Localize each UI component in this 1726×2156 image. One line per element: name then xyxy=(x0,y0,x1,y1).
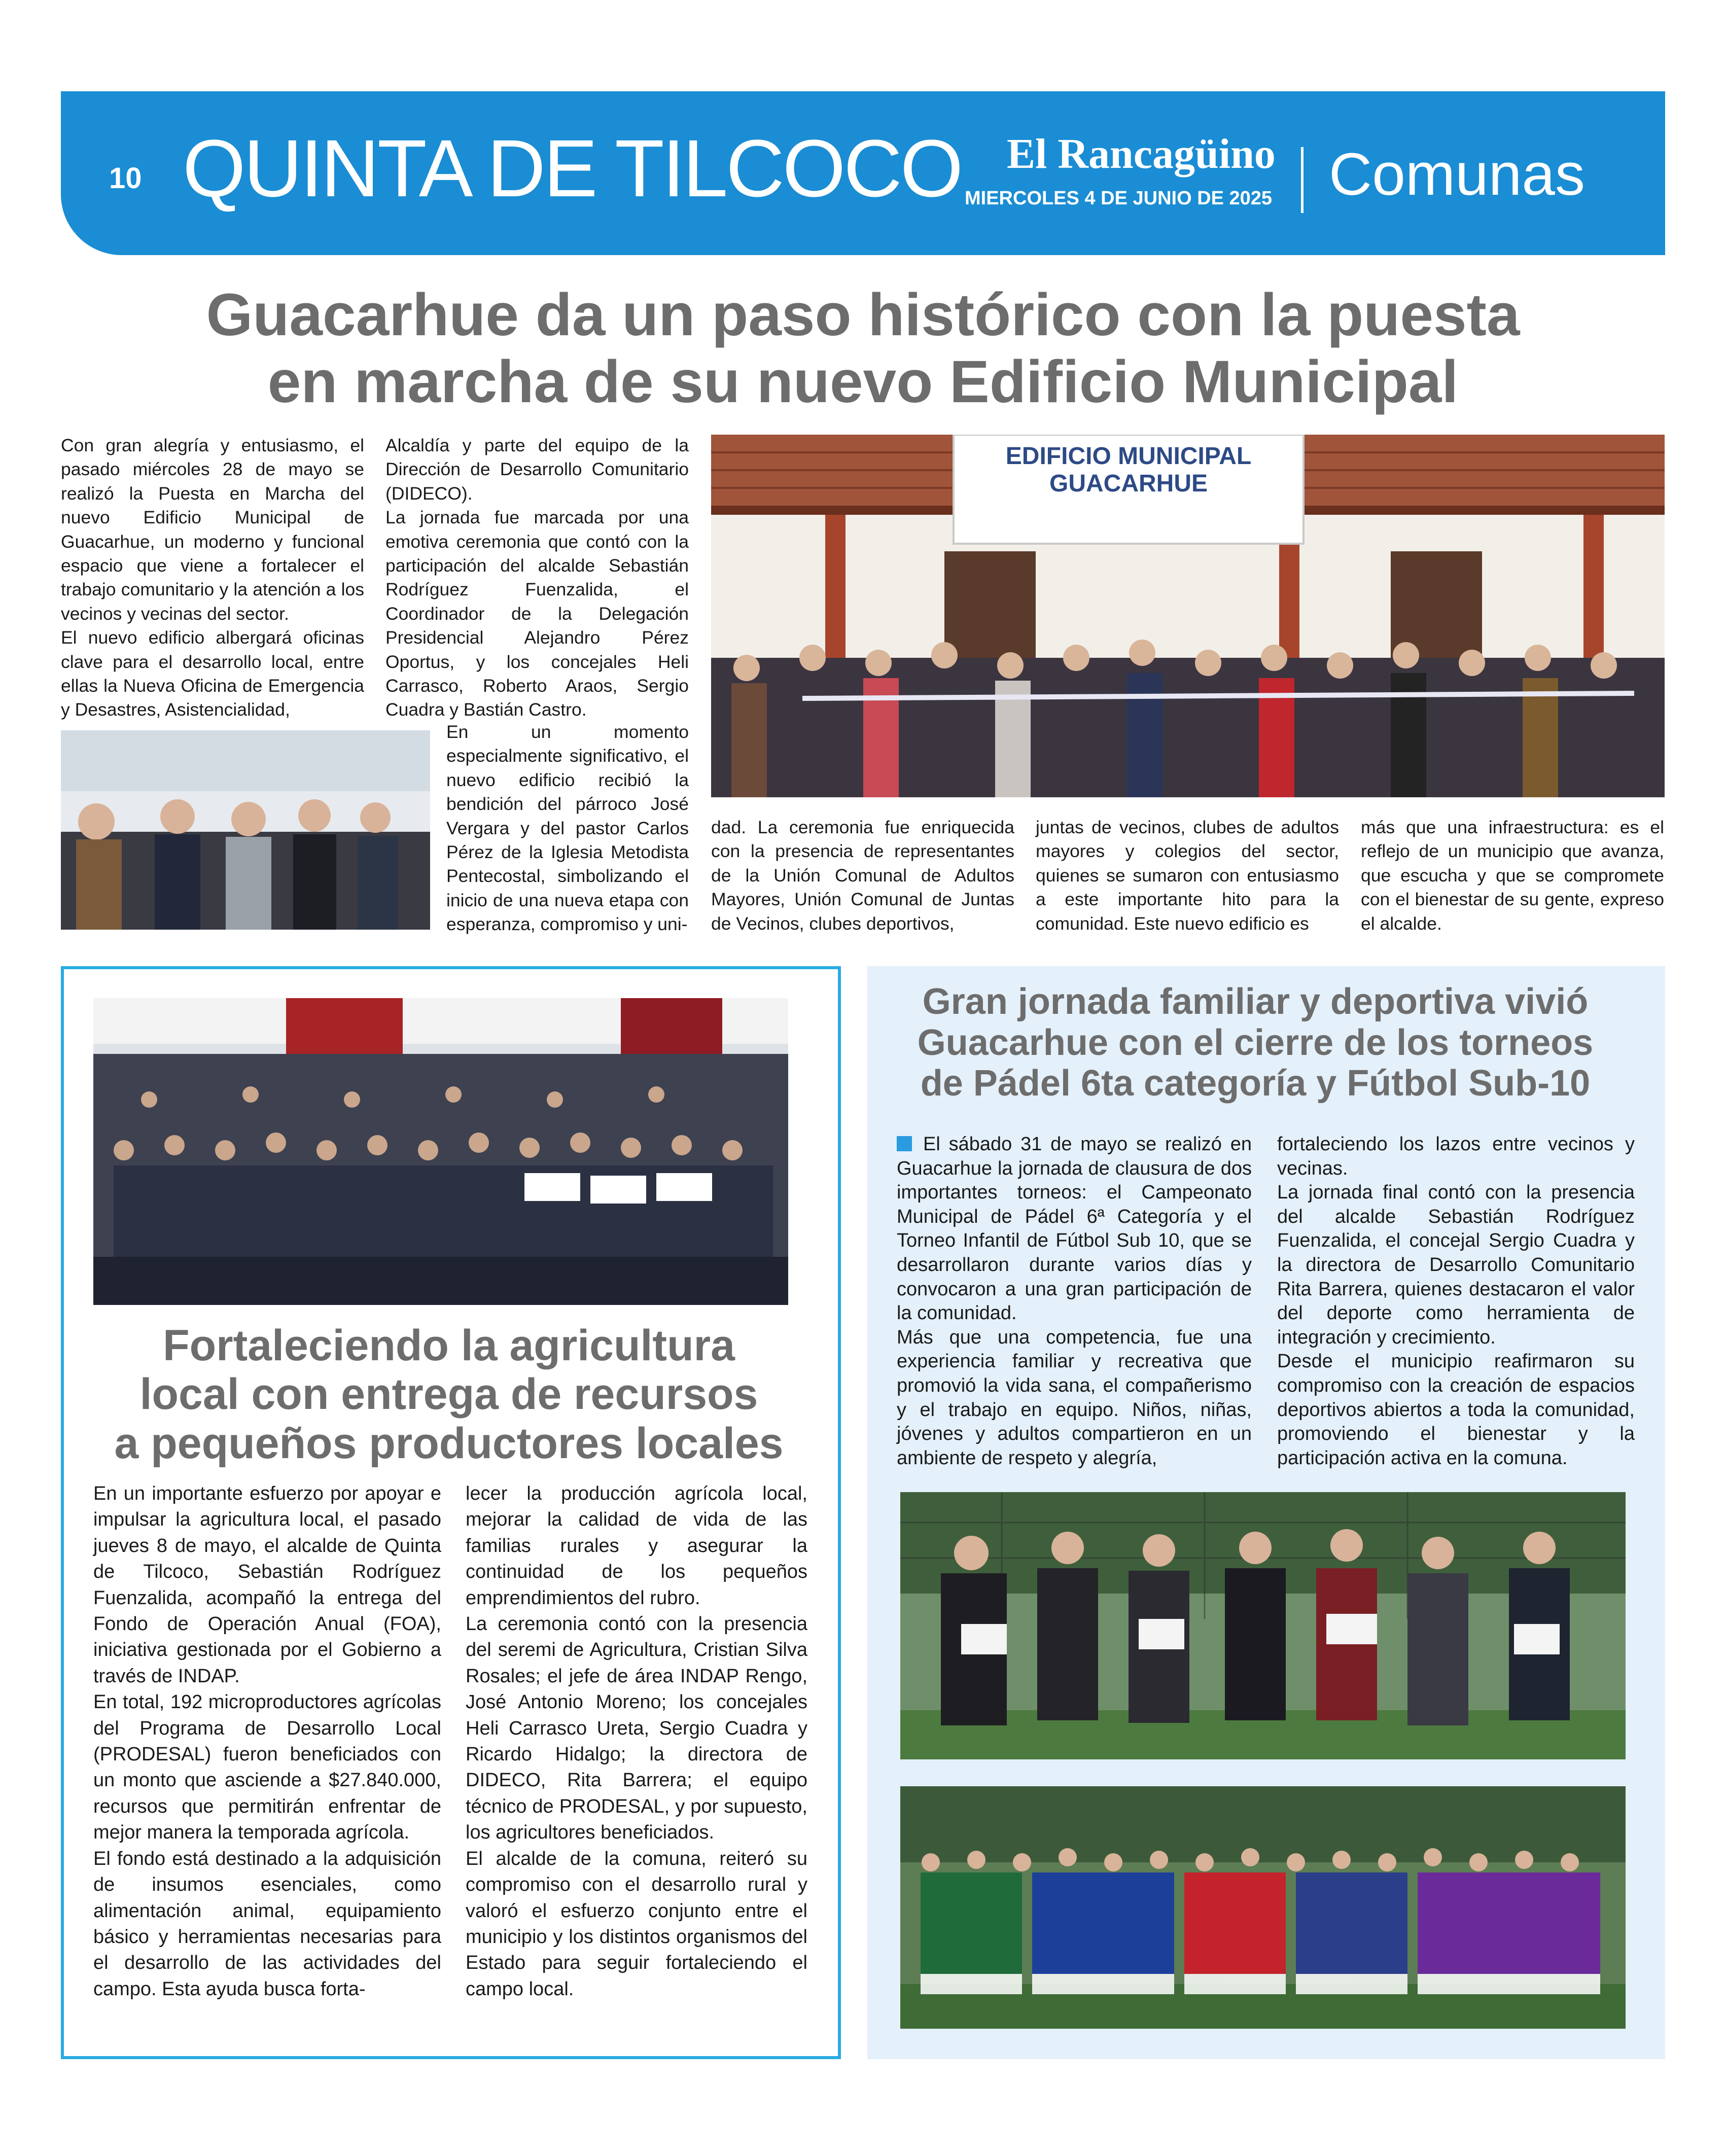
article-column xyxy=(93,1481,441,2002)
sign-text: GUACARHUE xyxy=(1049,470,1208,497)
paragraph: lecer la producción agrícola local, mejorar la calidad de vida de las familias rurales y asegurar la continuidad de los pequeños emprendimientos del rubro. xyxy=(466,1483,807,1609)
headline-line: Fortaleciendo la agricultura xyxy=(163,1321,735,1370)
paragraph: El sábado 31 de mayo se realizó en Guacarhue la jornada de clausura de dos importantes torneos: el Campeonato Municipal de Pádel 6ª Categoría y el Torneo Infantil de Fútbol Sub 10, que se desarrollaron durante varios días y convocaron a una gran participación de la comunidad. xyxy=(897,1134,1252,1324)
sign-text: EDIFICIO MUNICIPAL xyxy=(1005,443,1252,470)
article-headline xyxy=(870,981,1641,1104)
article-column xyxy=(1361,816,1664,936)
article-column xyxy=(897,1133,1252,1470)
paragraph: El nuevo edificio albergará oficinas clave para el desarrollo local, entre ellas la Nueva Oficina de Emergencia y Desastres, Asistencialidad, xyxy=(61,627,364,720)
header-divider xyxy=(1301,147,1304,213)
paragraph: Alcaldía y parte del equipo de la Dirección de Desarrollo Comunitario (DIDECO). xyxy=(385,435,689,504)
padel-winners-photo xyxy=(900,1492,1626,1759)
article-column xyxy=(446,720,689,937)
paragraph: El fondo está destinado a la adquisición de insumos esenciales, como alimentación animal, equipamiento básico y herramientas necesarias para el desarrollo de las actividades del campo. Esta ayuda busca forta- xyxy=(93,1848,441,2000)
paragraph: En total, 192 microproductores agrícolas del Programa de Desarrollo Local (PRODESAL) fueron beneficiados con un monto que asciende a $27.840.000, recursos que permitirán enfrentar de mejor manera la temporada agrícola. xyxy=(93,1691,441,1844)
section-title: QUINTA DE TILCOCO xyxy=(183,123,962,214)
paragraph: juntas de vecinos, clubes de adultos mayores y colegios del sector, quienes se sumaron con entusiasmo a este importante hito para la comunidad. Este nuevo edificio es xyxy=(1036,817,1339,934)
headline-line: local con entrega de recursos xyxy=(139,1370,758,1419)
headline-line: Guacarhue da un paso histórico con la puesta xyxy=(206,281,1520,348)
headline-line: de Pádel 6ta categoría y Fútbol Sub-10 xyxy=(920,1063,1591,1104)
headline-line: en marcha de su nuevo Edificio Municipal xyxy=(267,348,1459,416)
paragraph: El alcalde de la comuna, reiteró su compromiso con el desarrollo rural y valoró el esfuerzo conjunto entre el municipio y los distintos organismos del Estado para seguir fortaleciendo el campo local. xyxy=(466,1848,807,2000)
paragraph: La jornada final contó con la presencia del alcalde Sebastián Rodríguez Fuenzalida, el concejal Sergio Cuadra y la directora de Desarrollo Comunitario Rita Barrera, quienes destacaron el valor del deporte como herramienta de integración y crecimiento. xyxy=(1277,1182,1635,1348)
article-headline xyxy=(61,281,1665,415)
headline-line: Guacarhue con el cierre de los torneos xyxy=(917,1022,1594,1063)
paragraph: En un momento especialmente significativo, el nuevo edificio recibió la bendición del párroco José Vergara y del pastor Carlos Pérez de la Iglesia Metodista Pentecostal, simbolizando el inicio de una nueva etapa con esperanza, compromiso y uni- xyxy=(446,722,689,935)
paragraph: Más que una competencia, fue una experiencia familiar y recreativa que promovió la vida sana, el compañerismo y el trabajo en equipo. Niños, niñas, jóvenes y adultos compartieron en un ambiente de respeto y alegría, xyxy=(897,1326,1252,1469)
article-column xyxy=(466,1481,807,2002)
article-column xyxy=(1277,1133,1635,1470)
issue-date: MIERCOLES 4 DE JUNIO DE 2025 xyxy=(965,188,1273,209)
paragraph: dad. La ceremonia fue enriquecida con la presencia de representantes de la Unión Comunal de Adultos Mayores, Unión Comunal de Juntas de Vecinos, clubes deportivos, xyxy=(711,817,1014,934)
article-column xyxy=(1036,816,1339,936)
article-column xyxy=(61,434,364,722)
page-number: 10 xyxy=(109,162,142,195)
paragraph: La jornada fue marcada por una emotiva ceremonia que contó con la participación del alcalde Sebastián Rodríguez Fuenzalida, el Coordinador de la Delegación Presidencial Alejandro Pérez Oportus, y los concejales Heli Carrasco, Roberto Araos, Sergio Cuadra y Bastián Castro. xyxy=(385,507,689,720)
paragraph: fortaleciendo los lazos entre vecinos y vecinas. xyxy=(1277,1134,1635,1179)
headline-line: Gran jornada familiar y deportiva vivió xyxy=(922,981,1589,1022)
paragraph: En un importante esfuerzo por apoyar e impulsar la agricultura local, el pasado jueves 8 de mayo, el alcalde de Quinta de Tilcoco, Sebastián Rodríguez Fuenzalida, acompañó la entrega del Fondo de Operación Anual (FOA), iniciativa gestionada por el Gobierno a través de INDAP. xyxy=(93,1483,441,1687)
newspaper-logo: El Rancagüino xyxy=(1007,130,1276,178)
category-label: Comunas xyxy=(1329,141,1586,208)
article-column xyxy=(711,816,1014,936)
paragraph: Desde el municipio reafirmaron su compromiso con la creación de espacios deportivos abiertos a toda la comunidad, promoviendo el bienestar y la participación activa en la comuna. xyxy=(1277,1351,1635,1469)
article-column xyxy=(385,434,689,722)
ceremony-photo xyxy=(711,435,1665,797)
paragraph: La ceremonia contó con la presencia del seremi de Agricultura, Cristian Silva Rosales; el jefe de área INDAP Rengo, José Antonio Moreno; los concejales Heli Carrasco Ureta, Sergio Cuadra y Ricardo Hidalgo; la directora de DIDECO, Rita Barrera; el equipo técnico de PRODESAL, y por supuesto, los agricultores beneficiados. xyxy=(466,1613,807,1844)
article-headline xyxy=(61,1321,837,1468)
paragraph: más que una infraestructura: es el reflejo de un municipio que avanza, que escucha y que se compromete con el bienestar de su gente, expreso el alcalde. xyxy=(1361,817,1664,934)
headline-line: a pequeños productores locales xyxy=(114,1419,784,1468)
football-kids-photo xyxy=(900,1786,1626,2029)
guests-seated-photo xyxy=(61,730,430,930)
paragraph: Con gran alegría y entusiasmo, el pasado miércoles 28 de mayo se realizó la Puesta en Marcha del nuevo Edificio Municipal de Guacarhue, un moderno y funcional espacio que viene a fortalecer el trabajo comunitario y la atención a los vecinos y vecinas del sector. xyxy=(61,435,364,624)
farmers-audience-photo xyxy=(93,998,788,1305)
